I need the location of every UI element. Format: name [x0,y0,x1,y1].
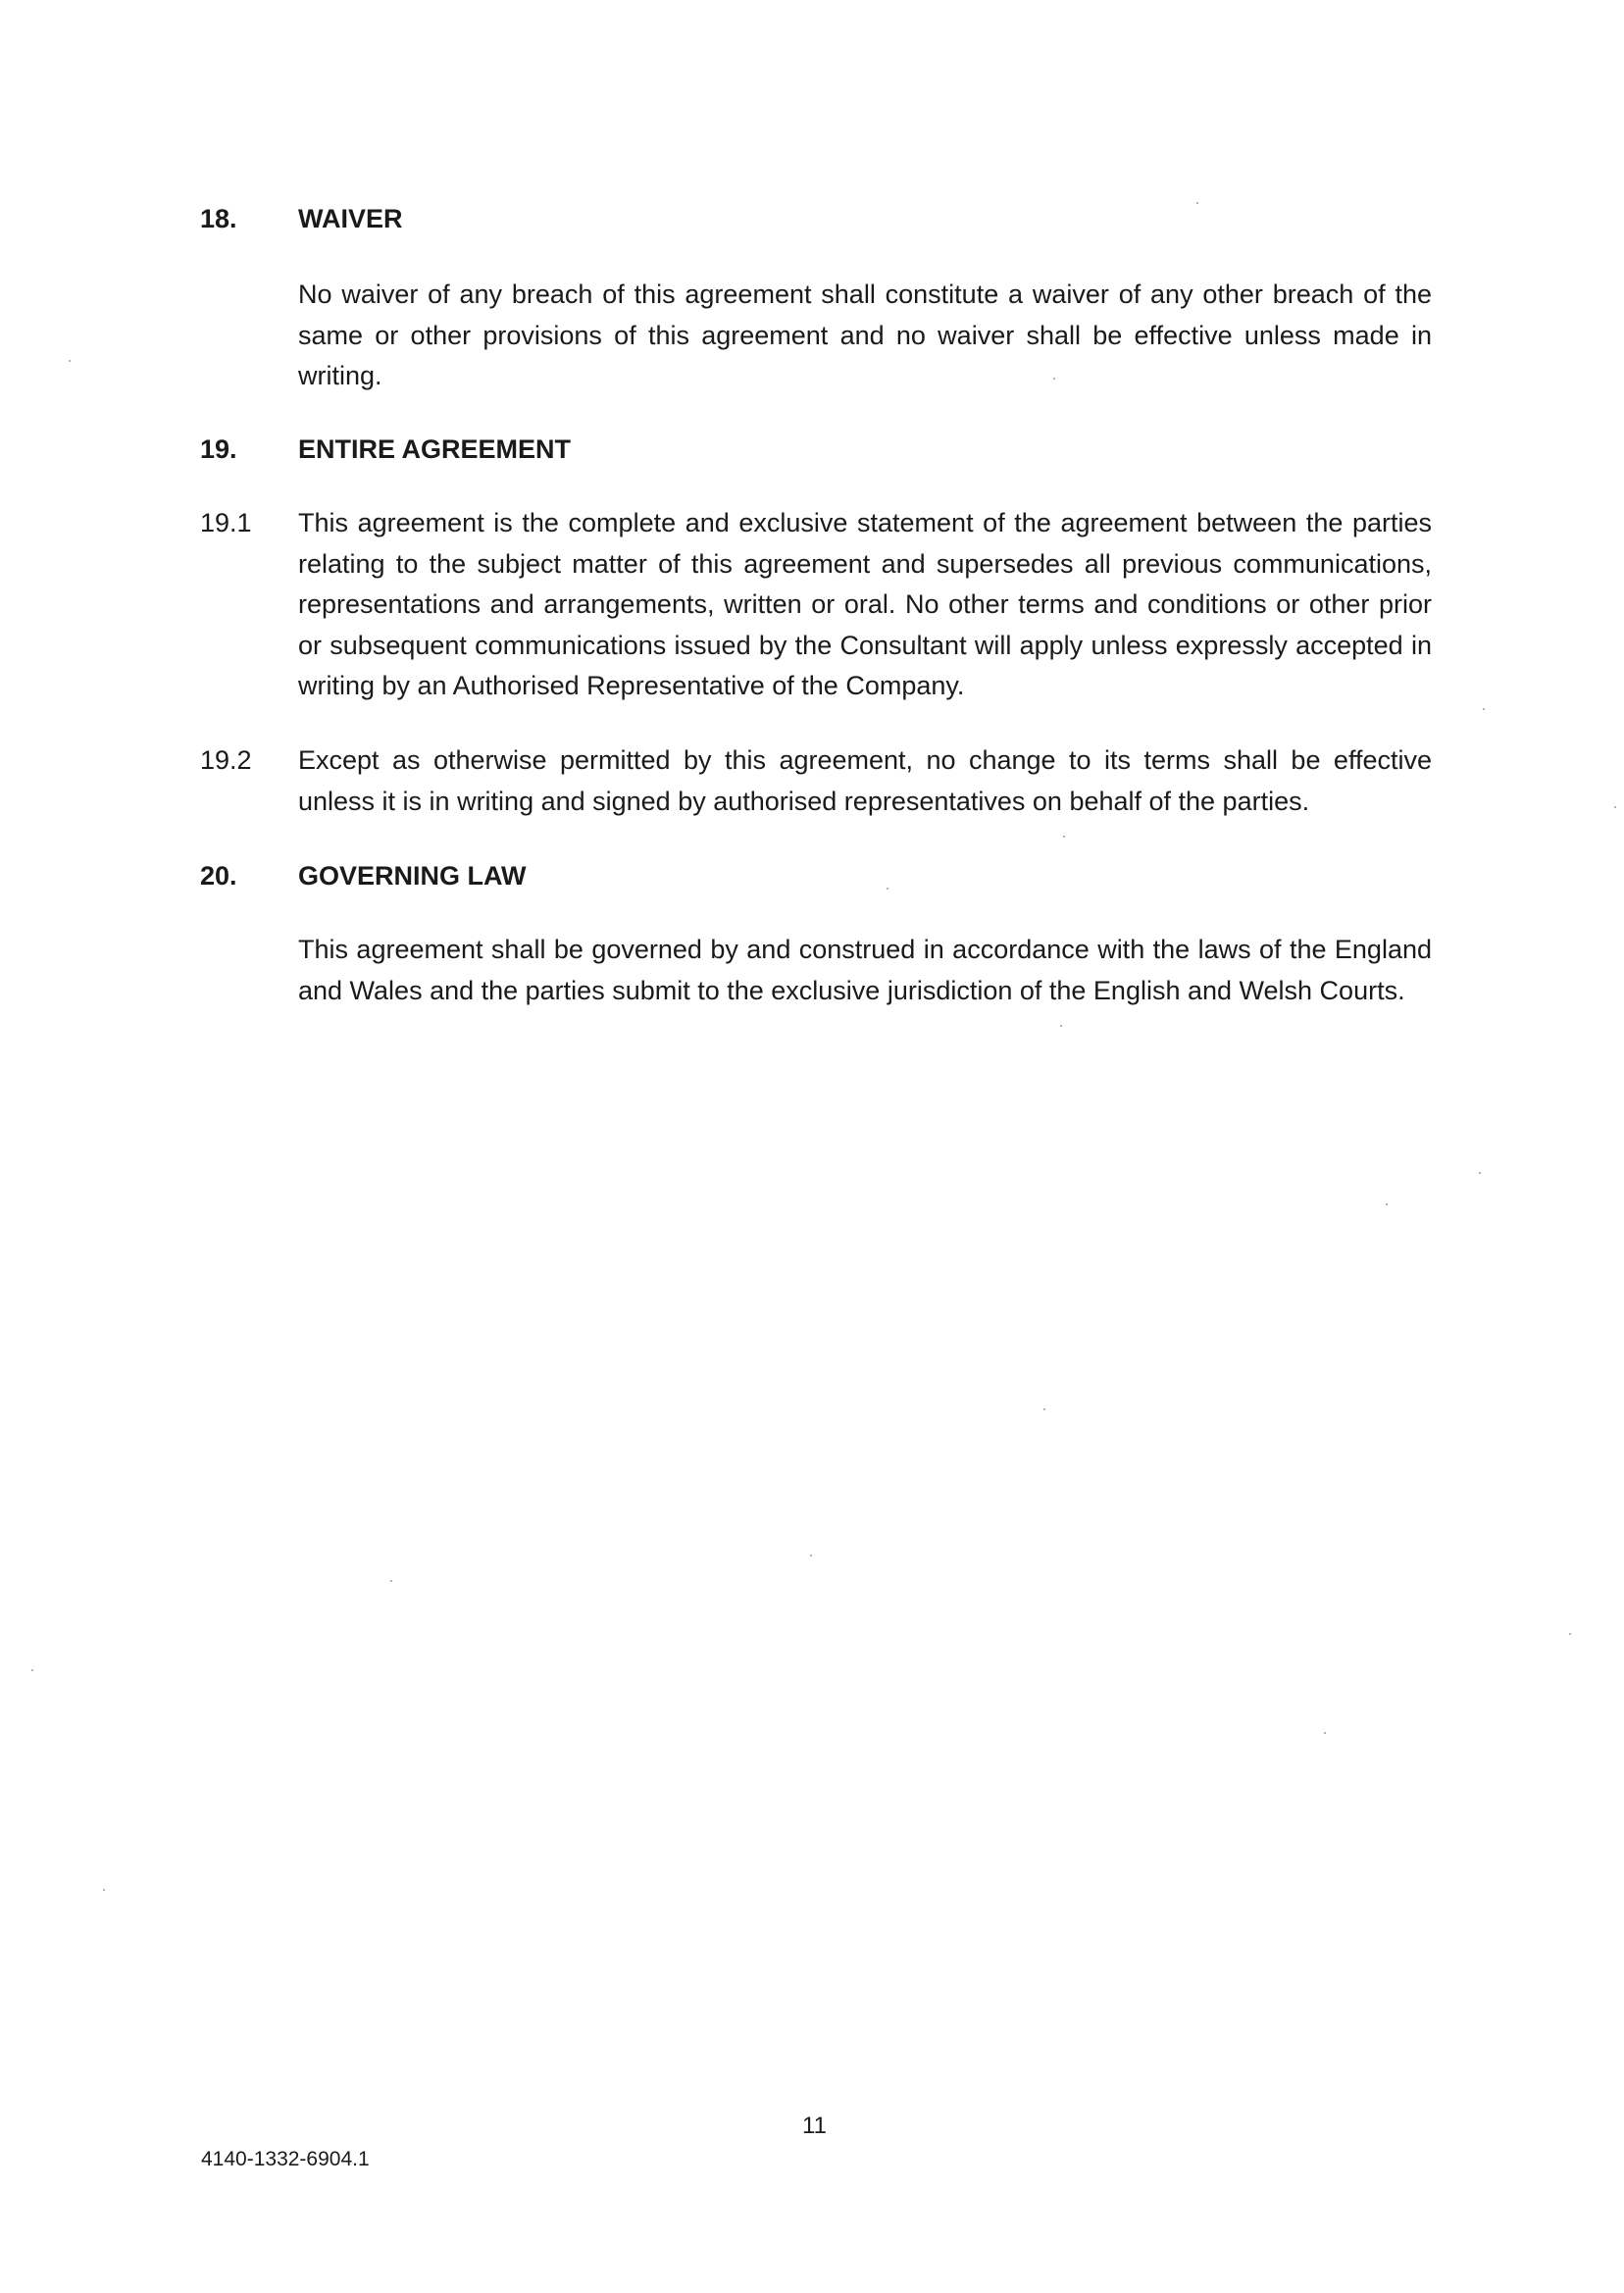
clause-19-1-text: This agreement is the complete and exclusive statement of the agreement between the parties relating to the subject matter of this agreement and supersedes all previous communications, representations and arrangements, written or oral. No other terms and conditions or other prior or subsequent communications issued by the Consultant will apply unless expressly accepted in writing by an Authorised Representative of the Company. [298,508,1432,700]
scan-speck [1479,1172,1481,1174]
section-20-body: This agreement shall be governed by and construed in accordance with the laws of the England and Wales and the parties submit to the exclusive jurisdiction of the English and Welsh Courts. [298,935,1432,1005]
scan-speck [31,1669,33,1671]
scan-speck [810,1554,812,1556]
document-id: 4140-1332-6904.1 [201,2148,370,2170]
clause-19-1-number: 19.1 [200,508,252,537]
scan-speck [1043,1408,1045,1410]
section-18-title: WAIVER [298,204,403,233]
page-number: 11 [802,2113,827,2139]
clause-19-2-number: 19.2 [200,745,252,775]
scan-speck [69,360,71,362]
scan-speck [1386,1203,1388,1205]
scan-speck [103,1889,105,1891]
scan-speck [1053,378,1055,380]
section-20-number: 20. [200,861,237,891]
scan-speck [1196,202,1198,204]
scan-speck [1063,836,1065,838]
section-18-number: 18. [200,204,237,233]
clause-19-2-text: Except as otherwise permitted by this agreement, no change to its terms shall be effective unless it is in writing and signed by authorised representatives on behalf of the parties. [298,745,1432,816]
scan-speck [1569,1633,1571,1635]
scan-speck [887,888,888,890]
section-19-number: 19. [200,434,237,464]
scan-speck [1324,1732,1326,1734]
section-19-title: ENTIRE AGREEMENT [298,434,572,464]
section-20-title: GOVERNING LAW [298,861,527,891]
scan-speck [1060,1025,1062,1027]
scan-speck [1483,708,1485,710]
scan-speck [390,1580,392,1582]
scan-speck [1614,806,1616,808]
section-18-body: No waiver of any breach of this agreement shall constitute a waiver of any other breach of the same or other provisions of this agreement and no waiver shall be effective unless made in writing. [298,280,1432,390]
